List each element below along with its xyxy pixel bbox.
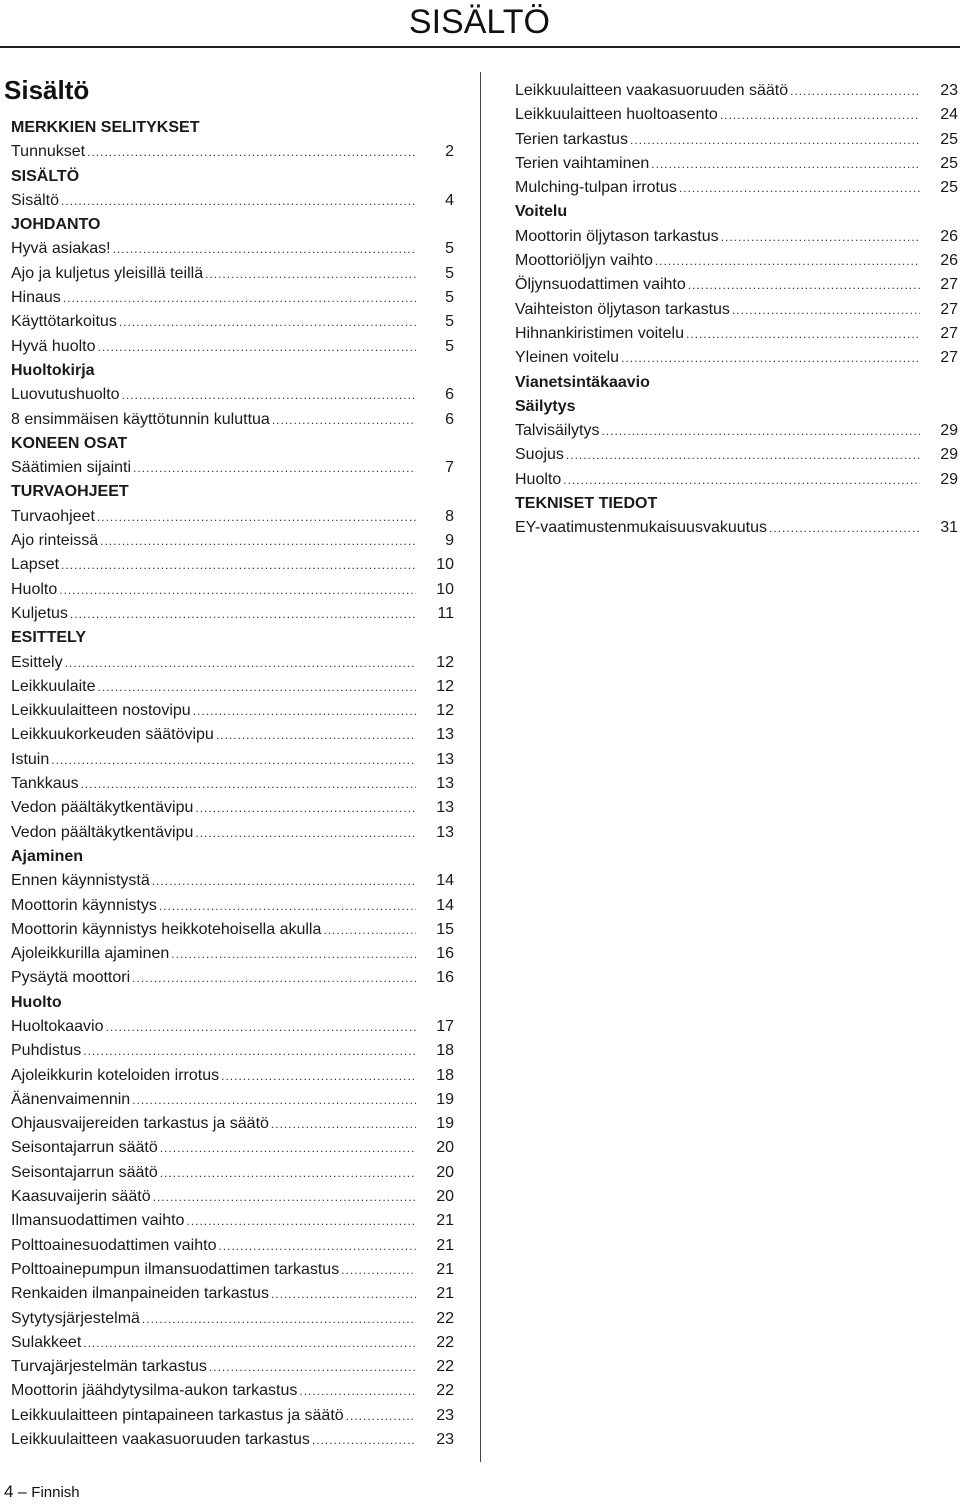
dot-leader	[61, 553, 416, 577]
toc-entry-page: 18	[436, 1042, 454, 1060]
toc-entry[interactable]	[515, 249, 958, 273]
dot-leader	[630, 128, 920, 152]
dot-leader	[160, 1136, 416, 1160]
dot-leader	[651, 152, 920, 176]
toc-entry[interactable]	[11, 1234, 454, 1258]
toc-entry-label: Huolto	[515, 470, 562, 488]
toc-entry[interactable]	[11, 1112, 454, 1136]
toc-entry-label: Vedon päältäkytkentävipu	[11, 799, 194, 817]
dot-leader	[63, 286, 416, 310]
toc-entry-label: Renkaiden ilmanpaineiden tarkastus	[11, 1285, 269, 1303]
dot-leader	[98, 335, 417, 359]
dot-leader	[153, 1185, 416, 1209]
toc-right-column	[515, 79, 958, 541]
toc-entry-label: Moottoriöljyn vaihto	[515, 252, 653, 270]
dot-leader	[216, 723, 416, 747]
toc-entry-page: 22	[436, 1358, 454, 1376]
toc-section-heading: Säilytys	[515, 397, 576, 415]
toc-entry-page: 19	[436, 1090, 454, 1108]
toc-entry[interactable]	[11, 894, 454, 918]
toc-entry-page: 12	[436, 677, 454, 695]
dot-leader	[186, 1209, 416, 1233]
toc-entry-page: 19	[436, 1115, 454, 1133]
toc-section-heading: TEKNISET TIEDOT	[515, 495, 658, 513]
dot-leader	[205, 262, 416, 286]
dot-leader	[655, 249, 920, 273]
toc-entry[interactable]	[515, 298, 958, 322]
toc-entry-page: 27	[940, 349, 958, 367]
dot-leader	[720, 103, 920, 127]
toc-entry[interactable]	[515, 346, 958, 370]
dot-leader	[106, 1015, 417, 1039]
toc-section-heading: Huolto	[11, 993, 62, 1011]
toc-entry-page: 25	[940, 130, 958, 148]
dot-leader	[122, 383, 416, 407]
dot-leader	[209, 1355, 416, 1379]
toc-entry-page: 29	[940, 446, 958, 464]
toc-section-heading: Ajaminen	[11, 847, 84, 865]
toc-entry-label: Moottorin käynnistys heikkotehoisella akulla	[11, 920, 322, 938]
toc-entry[interactable]	[11, 796, 454, 820]
toc-entry-label: Leikkuulaitteen vaakasuoruuden säätö	[515, 82, 789, 99]
toc-section-heading: JOHDANTO	[11, 216, 101, 234]
toc-entry[interactable]	[515, 443, 958, 467]
toc-entry[interactable]	[515, 152, 958, 176]
toc-entry-page: 21	[436, 1260, 454, 1278]
toc-entry[interactable]	[11, 1064, 454, 1088]
toc-entry-label: Leikkuulaite	[11, 677, 96, 695]
toc-entry[interactable]	[11, 529, 454, 553]
toc-entry-page: 5	[445, 289, 454, 307]
toc-entry-label: Terien tarkastus	[515, 130, 628, 148]
dot-leader	[51, 748, 416, 772]
dot-leader	[132, 966, 416, 990]
toc-entry[interactable]	[515, 128, 958, 152]
toc-entry-label: Hihnankiristimen voitelu	[515, 324, 684, 342]
dot-leader	[312, 1428, 416, 1452]
toc-entry-page: 14	[436, 872, 454, 890]
toc-entry-label: Sisältö	[11, 191, 60, 209]
toc-entry-page: 22	[436, 1333, 454, 1351]
dot-leader	[83, 1331, 416, 1355]
dot-leader	[152, 869, 416, 893]
toc-entry-page: 20	[436, 1139, 454, 1157]
toc-entry[interactable]	[11, 286, 454, 310]
toc-entry[interactable]	[11, 1161, 454, 1185]
toc-entry-page: 4	[445, 191, 454, 209]
toc-entry[interactable]	[515, 468, 958, 492]
dot-leader	[601, 419, 920, 443]
toc-entry-label: Leikkuulaitteen vaakasuoruuden tarkastus	[11, 1431, 310, 1449]
toc-entry[interactable]	[11, 1307, 454, 1331]
toc-entry-label: Puhdistus	[11, 1042, 82, 1060]
toc-section-heading: Huoltokirja	[11, 361, 95, 379]
dot-leader	[133, 456, 416, 480]
toc-entry[interactable]	[11, 335, 454, 359]
toc-entry[interactable]	[11, 1136, 454, 1160]
toc-entry-page: 17	[436, 1017, 454, 1035]
dot-leader	[732, 298, 920, 322]
dot-leader	[87, 140, 416, 164]
toc-entry[interactable]	[11, 821, 454, 845]
toc-entry[interactable]	[11, 383, 454, 407]
toc-entry-label: Seisontajarrun säätö	[11, 1139, 158, 1157]
toc-entry-label: Hinaus	[11, 289, 61, 307]
toc-entry-label: Polttoainepumpun ilmansuodattimen tarkastus	[11, 1260, 340, 1278]
dot-leader	[61, 189, 416, 213]
toc-entry-label: Hyvä huolto	[11, 337, 96, 355]
toc-left-column	[11, 116, 454, 1452]
toc-entry[interactable]	[515, 516, 958, 540]
toc-entry-label: Ohjausvaijereiden tarkastus ja säätö	[11, 1115, 269, 1133]
toc-entry[interactable]	[11, 189, 454, 213]
toc-entry[interactable]	[515, 225, 958, 249]
footer-language: Finnish	[31, 1484, 80, 1501]
dot-leader	[790, 79, 920, 103]
toc-entry[interactable]	[11, 699, 454, 723]
toc-entry[interactable]	[11, 602, 454, 626]
dot-leader	[341, 1258, 416, 1282]
toc-entry-label: Talvisäilytys	[515, 422, 600, 440]
toc-entry-page: 27	[940, 300, 958, 318]
dot-leader	[193, 699, 416, 723]
column-divider	[480, 72, 481, 1462]
toc-entry-page: 16	[436, 945, 454, 963]
toc-entry-label: Polttoainesuodattimen vaihto	[11, 1236, 217, 1254]
toc-entry[interactable]	[11, 966, 454, 990]
toc-section-heading: MERKKIEN SELITYKSET	[11, 119, 200, 136]
toc-entry[interactable]	[515, 273, 958, 297]
toc-entry[interactable]	[11, 1185, 454, 1209]
toc-entry-page: 5	[445, 313, 454, 331]
toc-entry-page: 15	[436, 920, 454, 938]
toc-entry-page: 31	[940, 519, 958, 537]
toc-entry-page: 13	[436, 726, 454, 744]
toc-entry-page: 23	[436, 1406, 454, 1424]
toc-entry-label: Leikkuulaitteen huoltoasento	[515, 106, 718, 124]
toc-section-heading: KONEEN OSAT	[11, 434, 128, 452]
toc-entry-page: 14	[436, 896, 454, 914]
toc-section-heading: SISÄLTÖ	[11, 167, 80, 185]
toc-entry[interactable]	[11, 1209, 454, 1233]
toc-entry-label: Huolto	[11, 580, 58, 598]
toc-entry-page: 18	[436, 1066, 454, 1084]
toc-entry-page: 21	[436, 1212, 454, 1230]
toc-section-heading: ESITTELY	[11, 629, 86, 647]
toc-entry-label: Mulching-tulpan irrotus	[515, 179, 677, 197]
toc-entry[interactable]	[11, 748, 454, 772]
toc-entry-label: Ajo rinteissä	[11, 532, 99, 550]
page-footer	[4, 1480, 80, 1505]
toc-entry-page: 23	[940, 82, 958, 99]
dot-leader	[119, 310, 416, 334]
toc-entry-label: Ajoleikkurin koteloiden irrotus	[11, 1066, 220, 1084]
toc-entry-page: 13	[436, 775, 454, 793]
toc-entry[interactable]	[11, 553, 454, 577]
toc-entry-label: Yleinen voitelu	[515, 349, 620, 367]
toc-entry[interactable]	[11, 1258, 454, 1282]
dot-leader	[142, 1307, 416, 1331]
toc-entry[interactable]	[11, 408, 454, 432]
toc-entry-page: 22	[436, 1309, 454, 1327]
dot-leader	[171, 942, 416, 966]
dot-leader	[113, 237, 416, 261]
toc-entry-label: Huoltokaavio	[11, 1017, 104, 1035]
toc-entry-label: Pysäytä moottori	[11, 969, 131, 987]
toc-entry-label: Lapset	[11, 556, 60, 574]
toc-entry-page: 13	[436, 750, 454, 768]
toc-entry[interactable]	[515, 79, 958, 103]
toc-entry[interactable]	[11, 310, 454, 334]
dot-leader	[679, 176, 920, 200]
toc-entry[interactable]	[11, 675, 454, 699]
toc-entry-label: EY-vaatimustenmukaisuusvakuutus	[515, 519, 767, 537]
toc-entry-label: 8 ensimmäisen käyttötunnin kuluttua	[11, 410, 270, 428]
toc-entry-page: 27	[940, 276, 958, 294]
toc-entry-page: 26	[940, 252, 958, 270]
dot-leader	[195, 821, 416, 845]
toc-entry-label: Ennen käynnistystä	[11, 872, 150, 890]
toc-entry-page: 9	[445, 532, 454, 550]
toc-entry[interactable]	[515, 419, 958, 443]
dot-leader	[98, 675, 417, 699]
toc-entry[interactable]	[11, 772, 454, 796]
toc-entry-page: 25	[940, 179, 958, 197]
toc-entry-page: 5	[445, 337, 454, 355]
toc-entry-label: Kuljetus	[11, 604, 68, 622]
toc-entry-label: Sytytysjärjestelmä	[11, 1309, 140, 1327]
toc-entry[interactable]	[11, 1015, 454, 1039]
toc-entry[interactable]	[11, 942, 454, 966]
toc-entry-page: 11	[437, 604, 454, 622]
toc-entry-label: Suojus	[515, 446, 564, 464]
dot-leader	[769, 516, 920, 540]
toc-entry-label: Vaihteiston öljytason tarkastus	[515, 300, 730, 318]
section-title: Sisältö	[4, 75, 90, 105]
toc-entry[interactable]	[11, 918, 454, 942]
toc-entry-page: 29	[940, 470, 958, 488]
toc-entry-label: Leikkuulaitteen pintapaineen tarkastus ja säätö	[11, 1406, 344, 1424]
dot-leader	[218, 1234, 416, 1258]
toc-entry[interactable]	[11, 869, 454, 893]
dot-leader	[271, 1282, 416, 1306]
dot-leader	[272, 408, 416, 432]
toc-entry-page: 16	[436, 969, 454, 987]
toc-entry-label: Kaasuvaijerin säätö	[11, 1188, 151, 1206]
dot-leader	[81, 772, 416, 796]
toc-entry[interactable]	[515, 322, 958, 346]
toc-entry-page: 22	[436, 1382, 454, 1400]
toc-entry-label: Istuin	[11, 750, 50, 768]
toc-entry-page: 20	[436, 1188, 454, 1206]
toc-entry-label: Moottorin öljytason tarkastus	[515, 227, 719, 245]
dot-leader	[686, 322, 920, 346]
toc-entry-label: Moottorin käynnistys	[11, 896, 157, 914]
toc-entry[interactable]	[11, 1039, 454, 1063]
toc-entry-page: 23	[436, 1431, 454, 1449]
toc-entry-label: Vedon päältäkytkentävipu	[11, 823, 194, 841]
footer-dash: –	[17, 1484, 27, 1501]
toc-entry-label: Säätimien sijainti	[11, 459, 132, 477]
toc-entry-label: Luovutushuolto	[11, 386, 120, 404]
toc-entry-page: 25	[940, 154, 958, 172]
toc-entry-page: 5	[445, 240, 454, 258]
toc-section-heading: Voitelu	[515, 203, 568, 221]
toc-entry[interactable]	[515, 103, 958, 127]
dot-leader	[621, 346, 920, 370]
toc-entry-page: 13	[436, 799, 454, 817]
dot-leader	[721, 225, 920, 249]
toc-entry-label: Äänenvaimennin	[11, 1090, 131, 1108]
toc-entry-label: Leikkuukorkeuden säätövipu	[11, 726, 214, 744]
toc-entry[interactable]	[11, 723, 454, 747]
dot-leader	[195, 796, 416, 820]
toc-entry[interactable]	[11, 1355, 454, 1379]
toc-entry[interactable]	[11, 456, 454, 480]
toc-entry[interactable]	[11, 505, 454, 529]
toc-entry[interactable]	[11, 1088, 454, 1112]
dot-leader	[83, 1039, 416, 1063]
toc-entry[interactable]	[11, 1428, 454, 1452]
dot-leader	[566, 443, 920, 467]
toc-entry-page: 12	[436, 702, 454, 720]
toc-entry-page: 20	[436, 1163, 454, 1181]
toc-entry-page: 10	[436, 556, 454, 574]
toc-entry-page: 10	[436, 580, 454, 598]
toc-entry[interactable]	[11, 1282, 454, 1306]
dot-leader	[271, 1112, 416, 1136]
toc-entry-label: Hyvä asiakas!	[11, 240, 111, 258]
toc-entry-page: 21	[436, 1285, 454, 1303]
dot-leader	[221, 1064, 416, 1088]
dot-leader	[160, 1161, 416, 1185]
toc-entry-label: Tankkaus	[11, 775, 79, 793]
toc-entry-label: Leikkuulaitteen nostovipu	[11, 702, 191, 720]
dot-leader	[346, 1404, 416, 1428]
dot-leader	[159, 894, 416, 918]
header-rule	[0, 46, 960, 48]
toc-entry-page: 6	[445, 386, 454, 404]
toc-entry-page: 21	[436, 1236, 454, 1254]
toc-entry-label: Turvajärjestelmän tarkastus	[11, 1358, 207, 1376]
toc-entry-label: Turvaohjeet	[11, 507, 95, 525]
toc-entry-page: 26	[940, 227, 958, 245]
toc-entry[interactable]	[11, 1404, 454, 1428]
dot-leader	[132, 1088, 416, 1112]
toc-entry-page: 7	[445, 459, 454, 477]
toc-entry-page: 2	[445, 143, 454, 161]
toc-entry[interactable]	[11, 1379, 454, 1403]
toc-entry-label: Ajo ja kuljetus yleisillä teillä	[11, 264, 204, 282]
toc-entry[interactable]	[11, 1331, 454, 1355]
toc-section-heading: TURVAOHJEET	[11, 483, 129, 501]
dot-leader	[563, 468, 920, 492]
toc-entry-page: 24	[940, 106, 958, 124]
toc-entry-label: Terien vaihtaminen	[515, 154, 650, 172]
toc-entry[interactable]	[515, 176, 958, 200]
toc-entry-label: Ajoleikkurilla ajaminen	[11, 945, 170, 963]
toc-entry-label: Esittely	[11, 653, 63, 671]
toc-entry-label: Ilmansuodattimen vaihto	[11, 1212, 185, 1230]
toc-entry-page: 27	[940, 324, 958, 342]
dot-leader	[688, 273, 920, 297]
dot-leader	[323, 918, 416, 942]
dot-leader	[100, 529, 416, 553]
toc-entry-page: 6	[445, 410, 454, 428]
toc-entry-page: 8	[445, 507, 454, 525]
toc-entry-page: 29	[940, 422, 958, 440]
toc-entry-page: 13	[436, 823, 454, 841]
toc-entry-label: Moottorin jäähdytysilma-aukon tarkastus	[11, 1382, 298, 1400]
toc-entry-label: Öljynsuodattimen vaihto	[515, 276, 686, 294]
toc-entry-page: 12	[436, 653, 454, 671]
toc-entry[interactable]	[11, 651, 454, 675]
toc-entry-label: Sulakkeet	[11, 1333, 82, 1351]
toc-entry-page: 5	[445, 264, 454, 282]
dot-leader	[65, 651, 416, 675]
toc-section-heading: Vianetsintäkaavio	[515, 373, 650, 391]
toc-entry-label: Seisontajarrun säätö	[11, 1163, 158, 1181]
toc-entry[interactable]	[11, 140, 454, 164]
toc-entry-label: Tunnukset	[11, 143, 86, 161]
toc-entry-label: Käyttötarkoitus	[11, 313, 117, 331]
dot-leader	[70, 602, 416, 626]
dot-leader	[299, 1379, 416, 1403]
header-title: SISÄLTÖ	[408, 3, 550, 41]
page-number: 4	[4, 1482, 14, 1501]
toc-entry[interactable]	[11, 237, 454, 261]
dot-leader	[59, 578, 416, 602]
dot-leader	[97, 505, 416, 529]
toc-entry[interactable]	[11, 578, 454, 602]
toc-entry[interactable]	[11, 262, 454, 286]
